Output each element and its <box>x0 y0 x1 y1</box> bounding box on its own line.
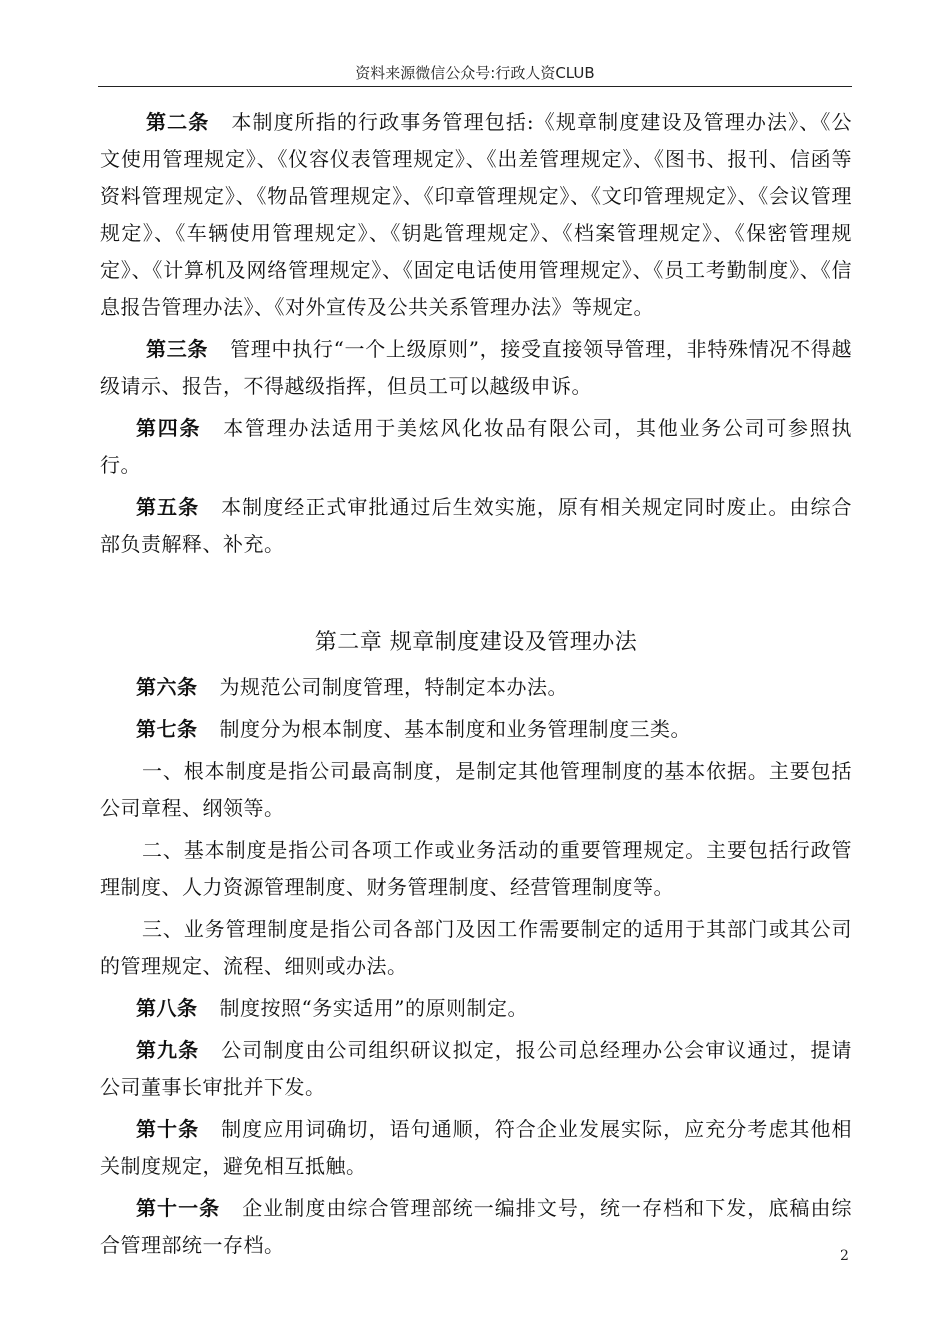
article-label: 第六条 <box>136 675 198 699</box>
list-item: 一、根本制度是指公司最高制度，是制定其他管理制度的基本依据。主要包括公司章程、纲领等。 <box>100 759 852 820</box>
article-text: 为规范公司制度管理，特制定本办法。 <box>219 675 568 699</box>
article-6 <box>100 669 852 706</box>
article-label: 第八条 <box>136 996 198 1020</box>
article-text: 本制度所指的行政事务管理包括:《规章制度建设及管理办法》、《公文使用管理规定》、《仪容仪表管理规定》、《出差管理规定》、《图书、报刊、信函等资料管理规定》、《物品管理规定》、《印章管理规定》、《文印管理规定》、《会议管理规定》、《车辆使用管理规定》、《钥匙管理规定》、《档案管理规定》、《保密管理规定》、《计算机及网络管理规定》、《固定电话使用管理规定》、《员工考勤制度》、《信息报告管理办法》、《对外宣传及公共关系管理办法》等规定。 <box>100 110 852 319</box>
article-text: 本制度经正式审批通过后生效实施，原有相关规定同时废止。由综合部负责解释、补充。 <box>100 495 852 556</box>
article-8 <box>100 990 852 1027</box>
article-label: 第二条 <box>146 110 210 134</box>
article-7 <box>100 711 852 748</box>
document-body <box>100 104 852 1269</box>
list-item: 三、业务管理制度是指公司各部门及因工作需要制定的适用于其部门或其公司的管理规定、流程、细则或办法。 <box>100 917 852 978</box>
article-text: 公司制度由公司组织研议拟定，报公司总经理办公会审议通过，提请公司董事长审批并下发。 <box>100 1038 852 1099</box>
article-text: 制度按照“务实适用”的原则制定。 <box>219 996 528 1020</box>
article-label: 第十一条 <box>136 1196 221 1220</box>
article-5 <box>100 489 852 563</box>
article-9 <box>100 1032 852 1106</box>
article-label: 第十条 <box>136 1117 200 1141</box>
list-item: 二、基本制度是指公司各项工作或业务活动的重要管理规定。主要包括行政管理制度、人力资源管理制度、财务管理制度、经营管理制度等。 <box>100 838 852 899</box>
article-3 <box>100 331 852 405</box>
page-header: 资料来源微信公众号:行政人资CLUB <box>355 64 595 82</box>
header-rule <box>98 86 852 87</box>
article-text: 制度分为根本制度、基本制度和业务管理制度三类。 <box>219 717 691 741</box>
article-text: 本管理办法适用于美炫风化妆品有限公司，其他业务公司可参照执行。 <box>100 416 853 477</box>
article-2 <box>100 104 852 326</box>
article-label: 第四条 <box>136 416 202 440</box>
chapter-title: 第二章 规章制度建设及管理办法 <box>314 630 638 655</box>
article-label: 第五条 <box>136 495 200 519</box>
article-10 <box>100 1111 852 1185</box>
article-text: 制度应用词确切，语句通顺，符合企业发展实际，应充分考虑其他相关制度规定，避免相互抵触。 <box>100 1117 852 1178</box>
article-4 <box>100 410 852 484</box>
article-text: 企业制度由综合管理部统一编排文号，统一存档和下发，底稿由综合管理部统一存档。 <box>100 1196 852 1257</box>
page-number: 2 <box>840 1248 849 1264</box>
article-text: 管理中执行“一个上级原则”，接受直接领导管理，非特殊情况不得越级请示、报告，不得越级指挥，但员工可以越级申诉。 <box>100 337 853 398</box>
article-label: 第七条 <box>136 717 198 741</box>
article-label: 第九条 <box>136 1038 200 1062</box>
article-label: 第三条 <box>146 337 209 361</box>
article-11 <box>100 1190 852 1264</box>
